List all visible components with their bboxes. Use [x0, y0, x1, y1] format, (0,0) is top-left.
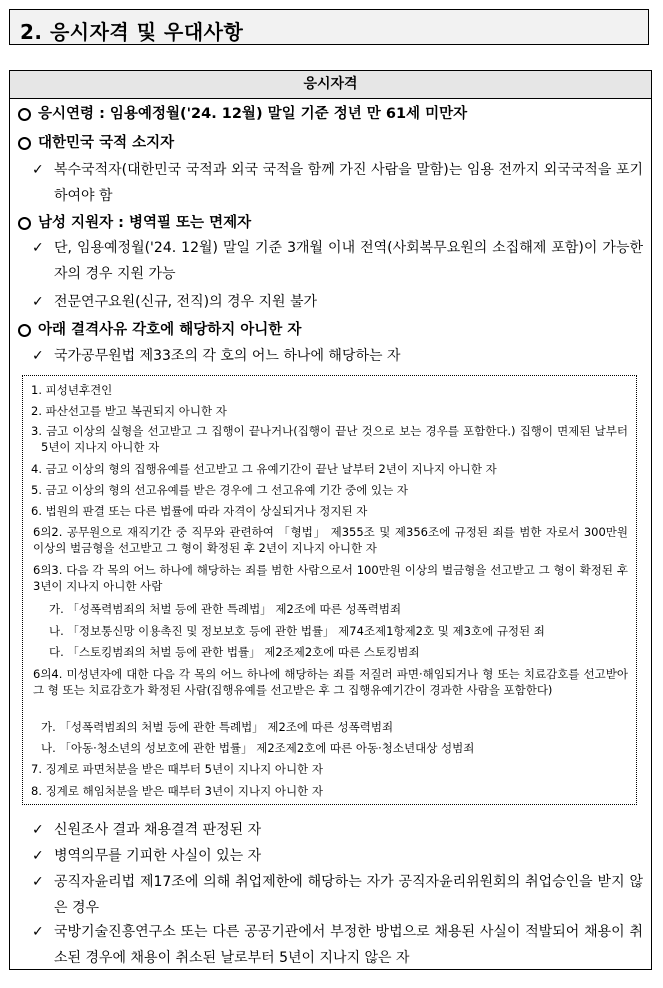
check-item-discharge [32, 235, 643, 287]
list-item: 6. 법원의 판결 또는 다른 법률에 따라 자격이 상실되거나 정지된 자 [31, 504, 368, 518]
circle-bullet-icon [18, 137, 31, 150]
check-icon: ✓ [32, 874, 44, 890]
item-nationality [18, 132, 174, 154]
item-age-requirement [18, 103, 467, 125]
check-item-background-check [32, 817, 643, 843]
circle-bullet-icon [18, 217, 31, 230]
check-icon: ✓ [32, 924, 44, 940]
list-item: 5. 금고 이상의 형의 선고유예를 받은 경우에 그 선고유예 기간 중에 있는 자 [31, 483, 408, 497]
check-item-text: 공직자윤리법 제17조에 의해 취업제한에 해당하는 자가 공직자윤리위원회의 취업승인을 받지 않은 경우 [54, 874, 643, 916]
item-disqualification [18, 319, 301, 341]
check-item-civil-service-act [32, 343, 643, 369]
check-item-text: 신원조사 결과 채용결격 판정된 자 [54, 822, 262, 838]
list-item: 가. 「성폭력범죄의 처벌 등에 관한 특례법」 제2조에 따른 성폭력범죄 [41, 720, 394, 734]
check-icon: ✓ [32, 162, 44, 178]
disqualification-list-box [22, 375, 637, 805]
list-item: 가. 「성폭력범죄의 처벌 등에 관한 특례법」 제2조에 따른 성폭력범죄 [49, 602, 402, 616]
list-item: 나. 「정보통신망 이용촉진 및 정보보호 등에 관한 법률」 제74조제1항제2호 및 제3호에 규정된 죄 [49, 624, 545, 638]
page-title: 2. 응시자격 및 우대사항 [20, 20, 244, 44]
item-text: 응시연령 : 임용예정월('24. 12월) 말일 기준 정년 만 61세 미만자 [38, 106, 468, 122]
list-item: 나. 「아동·청소년의 성보호에 관한 법률」 제2조제2호에 따른 아동·청소년대상 성범죄 [41, 741, 475, 755]
item-military-service [18, 212, 251, 234]
list-item: 4. 금고 이상의 형의 집행유예를 선고받고 그 유예기간이 끝난 날부터 2년이 지나지 아니한 자 [31, 462, 497, 476]
list-item: 1. 피성년후견인 [31, 383, 113, 397]
check-icon: ✓ [32, 294, 44, 310]
check-item-dual-nationality [32, 157, 643, 209]
list-item: 3. 금고 이상의 실형을 선고받고 그 집행이 끝나거나(집행이 끝난 것으로 보는 경우를 포함한다.) 집행이 면제된 날부터 5년이 지나지 아니한 자 [31, 424, 628, 454]
check-item-text: 병역의무를 기피한 사실이 있는 자 [54, 848, 262, 864]
list-item: 다. 「스토킹범죄의 처벌 등에 관한 법률」 제2조제2호에 따른 스토킹범죄 [49, 645, 420, 659]
circle-bullet-icon [18, 324, 31, 337]
list-item: 6의2. 공무원으로 재직기간 중 직무와 관련하여 「형법」 제355조 및 제356조에 규정된 죄를 범한 자로서 300만원 이상의 벌금형을 선고받고 그 형이 확정된 후 2년이 지나지 아니한 자 [33, 525, 628, 555]
check-item-fraudulent-hire [32, 919, 643, 971]
check-icon: ✓ [32, 240, 44, 256]
page-title-box [9, 9, 649, 45]
list-item: 2. 파산선고를 받고 복권되지 아니한 자 [31, 404, 227, 418]
check-item-text: 전문연구요원(신규, 전직)의 경우 지원 불가 [54, 294, 318, 310]
check-item-text: 국가공무원법 제33조의 각 호의 어느 하나에 해당하는 자 [54, 348, 401, 364]
item-text: 아래 결격사유 각호에 해당하지 아니한 자 [38, 322, 302, 338]
section-header: 응시자격 [10, 71, 651, 99]
list-item: 6의4. 미성년자에 대한 다음 각 목의 어느 하나에 해당하는 죄를 저질러 파면·해임되거나 형 또는 치료감호를 선고받아 그 형 또는 치료감호가 확정된 사람(집행유예를 선고받은 후 그 집행유예기간이 경과한 사람을 포함한다) [33, 667, 628, 697]
list-item: 6의3. 다음 각 목의 어느 하나에 해당하는 죄를 범한 사람으로서 100만원 이상의 벌금형을 선고받고 그 형이 확정된 후 3년이 지나지 아니한 사람 [33, 563, 628, 593]
check-item-text: 단, 임용예정월('24. 12월) 말일 기준 3개월 이내 전역(사회복무요원의 소집해제 포함)이 가능한 자의 경우 지원 가능 [54, 240, 643, 282]
eligibility-section [9, 70, 652, 970]
check-item-ethics-act [32, 869, 643, 921]
check-icon: ✓ [32, 348, 44, 364]
check-icon: ✓ [32, 848, 44, 864]
check-item-text: 국방기술진흥연구소 또는 다른 공공기관에서 부정한 방법으로 채용된 사실이 적발되어 채용이 취소된 경우에 채용이 취소된 날로부터 5년이 지나지 않은 자 [54, 924, 643, 966]
item-text: 남성 지원자 : 병역필 또는 면제자 [38, 215, 252, 231]
check-item-research-agents [32, 289, 643, 315]
check-icon: ✓ [32, 822, 44, 838]
check-item-text: 복수국적자(대한민국 국적과 외국 국적을 함께 가진 사람을 말함)는 임용 전까지 외국국적을 포기하여야 함 [54, 162, 643, 204]
item-text: 대한민국 국적 소지자 [38, 135, 175, 151]
circle-bullet-icon [18, 108, 31, 121]
list-item: 7. 징계로 파면처분을 받은 때부터 5년이 지나지 아니한 자 [31, 762, 323, 776]
list-item: 8. 징계로 해임처분을 받은 때부터 3년이 지나지 아니한 자 [31, 784, 323, 798]
check-item-military-evasion [32, 843, 643, 869]
